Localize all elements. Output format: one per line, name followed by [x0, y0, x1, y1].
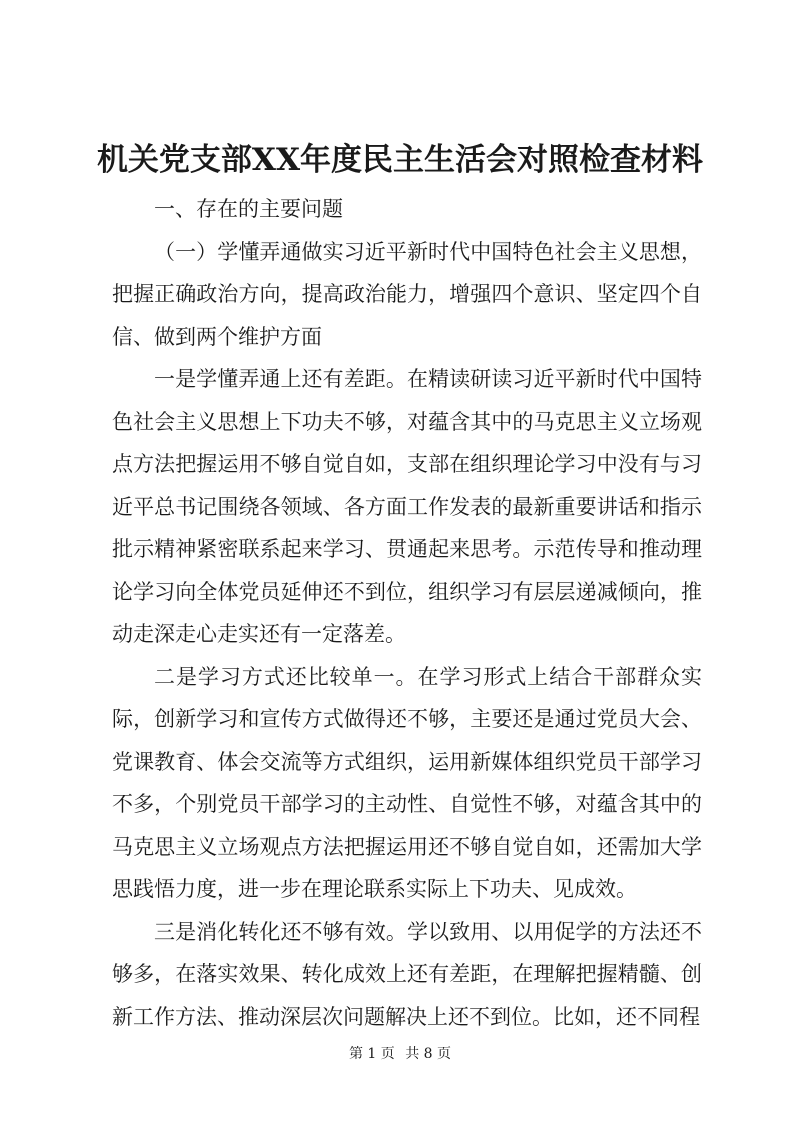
paragraph-1: 一是学懂弄通上还有差距。在精读研读习近平新时代中国特色社会主义思想上下功夫不够，对蕴含其中的马克思主义立场观点方法把握运用不够自觉自如，支部在组织理论学习中没有与习近平总书记围绕各领域、各方面工作发表的最新重要讲话和指示批示精神紧密联系起来学习、贯通起来思考。示范传导和推动理论学习向全体党员延伸还不到位，组织学习有层层递减倾向，推动走深走心走实还有一定落差。	[112, 367, 702, 646]
page-footer	[0, 1044, 800, 1064]
document-title: 机关党支部XX年度民主生活会对照检查材料	[96, 142, 704, 178]
subsection-heading: （一）学懂弄通做实习近平新时代中国特色社会主义思想，把握正确政治方向，提高政治能力，增强四个意识、坚定四个自信、做到两个维护方面	[112, 239, 702, 349]
section-heading: 一、存在的主要问题	[154, 197, 343, 221]
paragraph-2: 二是学习方式还比较单一。在学习形式上结合干部群众实际，创新学习和宣传方式做得还不够，主要还是通过党员大会、党课教育、体会交流等方式组织，运用新媒体组织党员干部学习不多，个别党员干部学习的主动性、自觉性不够，对蕴含其中的马克思主义立场观点方法把握运用还不够自觉自如，还需加大学思践悟力度，进一步在理论联系实际上下功夫、见成效。	[112, 664, 702, 901]
document-body	[112, 188, 702, 1038]
page-number: 第 1 页	[348, 1046, 395, 1062]
paragraph-3: 三是消化转化还不够有效。学以致用、以用促学的方法还不够多，在落实效果、转化成效上还有差距，在理解把握精髓、创新工作方法、推动深层次问题解决上还不到位。比如，还不同程	[112, 919, 702, 1029]
page-total: 共 8 页	[405, 1046, 452, 1062]
